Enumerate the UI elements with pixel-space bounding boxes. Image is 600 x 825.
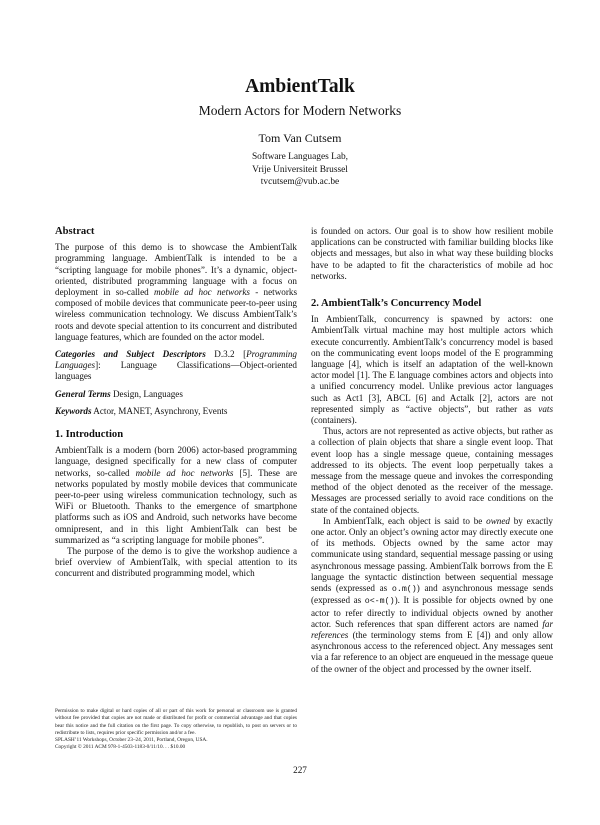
general-terms: General Terms Design, Languages — [55, 388, 183, 399]
abstract-text: The purpose of this demo is to showcase the AmbientTalk programming language. AmbientTalk is intended to be a “scripting language for mobile phones”. It’s a dynamic, object-oriented, distributed programming language with a focus on deployment in so-called mobile ad hoc networks - networks composed of mobile devices that communicate peer-to-peer using wireless communication technology. We discuss AmbientTalk’s roots and devote special attention to its concurrent and distributed language features, which are founded on the actor model. — [55, 242, 297, 342]
affiliation-line: Software Languages Lab, — [251, 152, 349, 162]
intro-paragraph: The purpose of the demo is to give the workshop audience a brief overview of AmbientTalk, with special attention to its concurrent and distributed programming model, which — [55, 546, 297, 579]
paper-title: AmbientTalk — [245, 76, 355, 97]
section2-paragraph: Thus, actors are not represented as active objects, but rather as a collection of plain objects that share a single event loop. That event loop has a single message queue, containing messages addressed to its objects. The event loop perpetually takes a message from the message queue and invokes the corresponding method of the object denoted as the receiver of the message. Messages are processed serially to avoid race conditions on the state of the contained objects. — [311, 426, 553, 515]
left-column — [55, 226, 297, 580]
intro-continuation: is founded on actors. Our goal is to show how resilient mobile applications can be constructed with familiar building blocks like objects and messages, but also in what way these building blocks have to be adapted to fit the characteristics of mobile ad hoc networks. — [311, 226, 553, 281]
intro-heading: 1. Introduction — [55, 429, 124, 441]
section2-paragraph: In AmbientTalk, each object is said to be owned by exactly one actor. Only an object’s owning actor may directly execute one of its methods. Objects owned by the same actor may communicate using standard, sequential message passing or using asynchronous message passing. AmbientTalk borrows from the E language the syntactic distinction between sequential message sends (expressed as o.m()) and asynchronous message sends (expressed as o<-m()). It is possible for objects owned by one actor to refer directly to individual objects owned by another actor. Such references that span different actors are named far references (the terminology stems from E [4]) and only allow asynchronous access to the referenced object. Any messages sent via a far reference to an object are enqueued in the message queue of the owner of the object and processed by the owner itself. — [311, 515, 553, 674]
permission-notice: Permission to make digital or hard copies of all or part of this work for personal or classroom use is granted without fee provided that copies are not made or distributed for profit or commercial advantage and that copies bear this notice and the full citation on the first page. To copy otherwise, to republish, to post on servers or to redistribute to lists, requires prior specific permission and/or a fee. — [55, 708, 297, 736]
page-number: 227 — [293, 765, 307, 775]
affiliation-line: Vrije Universiteit Brussel — [252, 164, 348, 175]
author-email: tvcutsem@vub.ac.be — [260, 177, 340, 187]
intro-paragraph: AmbientTalk is a modern (born 2006) actor-based programming language, designed specifically for a new class of computer networks, so-called mobile ad hoc networks [5]. These are networks populated by mostly mobile devices that communicate peer-to-peer using wireless communication technology, such as WiFi or Bluetooth. Thanks to the emergence of smartphone platforms such as iOS and Android, such networks have become omnipresent, and in this light AmbientTalk can best be summarized as “a scripting language for mobile phones”. — [55, 445, 297, 545]
section2-heading: 2. AmbientTalk’s Concurrency Model — [311, 298, 482, 310]
right-column — [311, 226, 553, 675]
section2-paragraph: In AmbientTalk, concurrency is spawned by actors: one AmbientTalk virtual machine may host multiple actors which execute concurrently. AmbientTalk’s concurrency model is based on the communicating event loops model of the E programming language [4], which is itself an adaptation of the well-known actor model [1]. The E language combines actors and objects into a unified concurrency model. Unlike previous actor languages such as Act1 [3], ABCL [6] and Actalk [2], actors are not represented simply as “active objects”, but rather as vats (containers). — [311, 314, 553, 426]
author-name: Tom Van Cutsem — [258, 131, 342, 145]
categories: Categories and Subject Descriptors D.3.2 [Programming Languages]: Language Classifications—Object-oriented languages — [55, 349, 297, 382]
paper-subtitle: Modern Actors for Modern Networks — [198, 103, 402, 118]
copyright-footnote — [55, 708, 297, 752]
keywords: Keywords Actor, MANET, Asynchrony, Events — [55, 405, 228, 416]
copyright-line: Copyright © 2011 ACM 978-1-4503-1183-0/11/10. . . $10.00 — [55, 744, 186, 751]
abstract-heading: Abstract — [55, 226, 95, 237]
venue-line: SPLASH’11 Workshops, October 23–24, 2011, Portland, Oregon, USA. — [55, 737, 208, 744]
author-affiliation — [0, 151, 600, 189]
